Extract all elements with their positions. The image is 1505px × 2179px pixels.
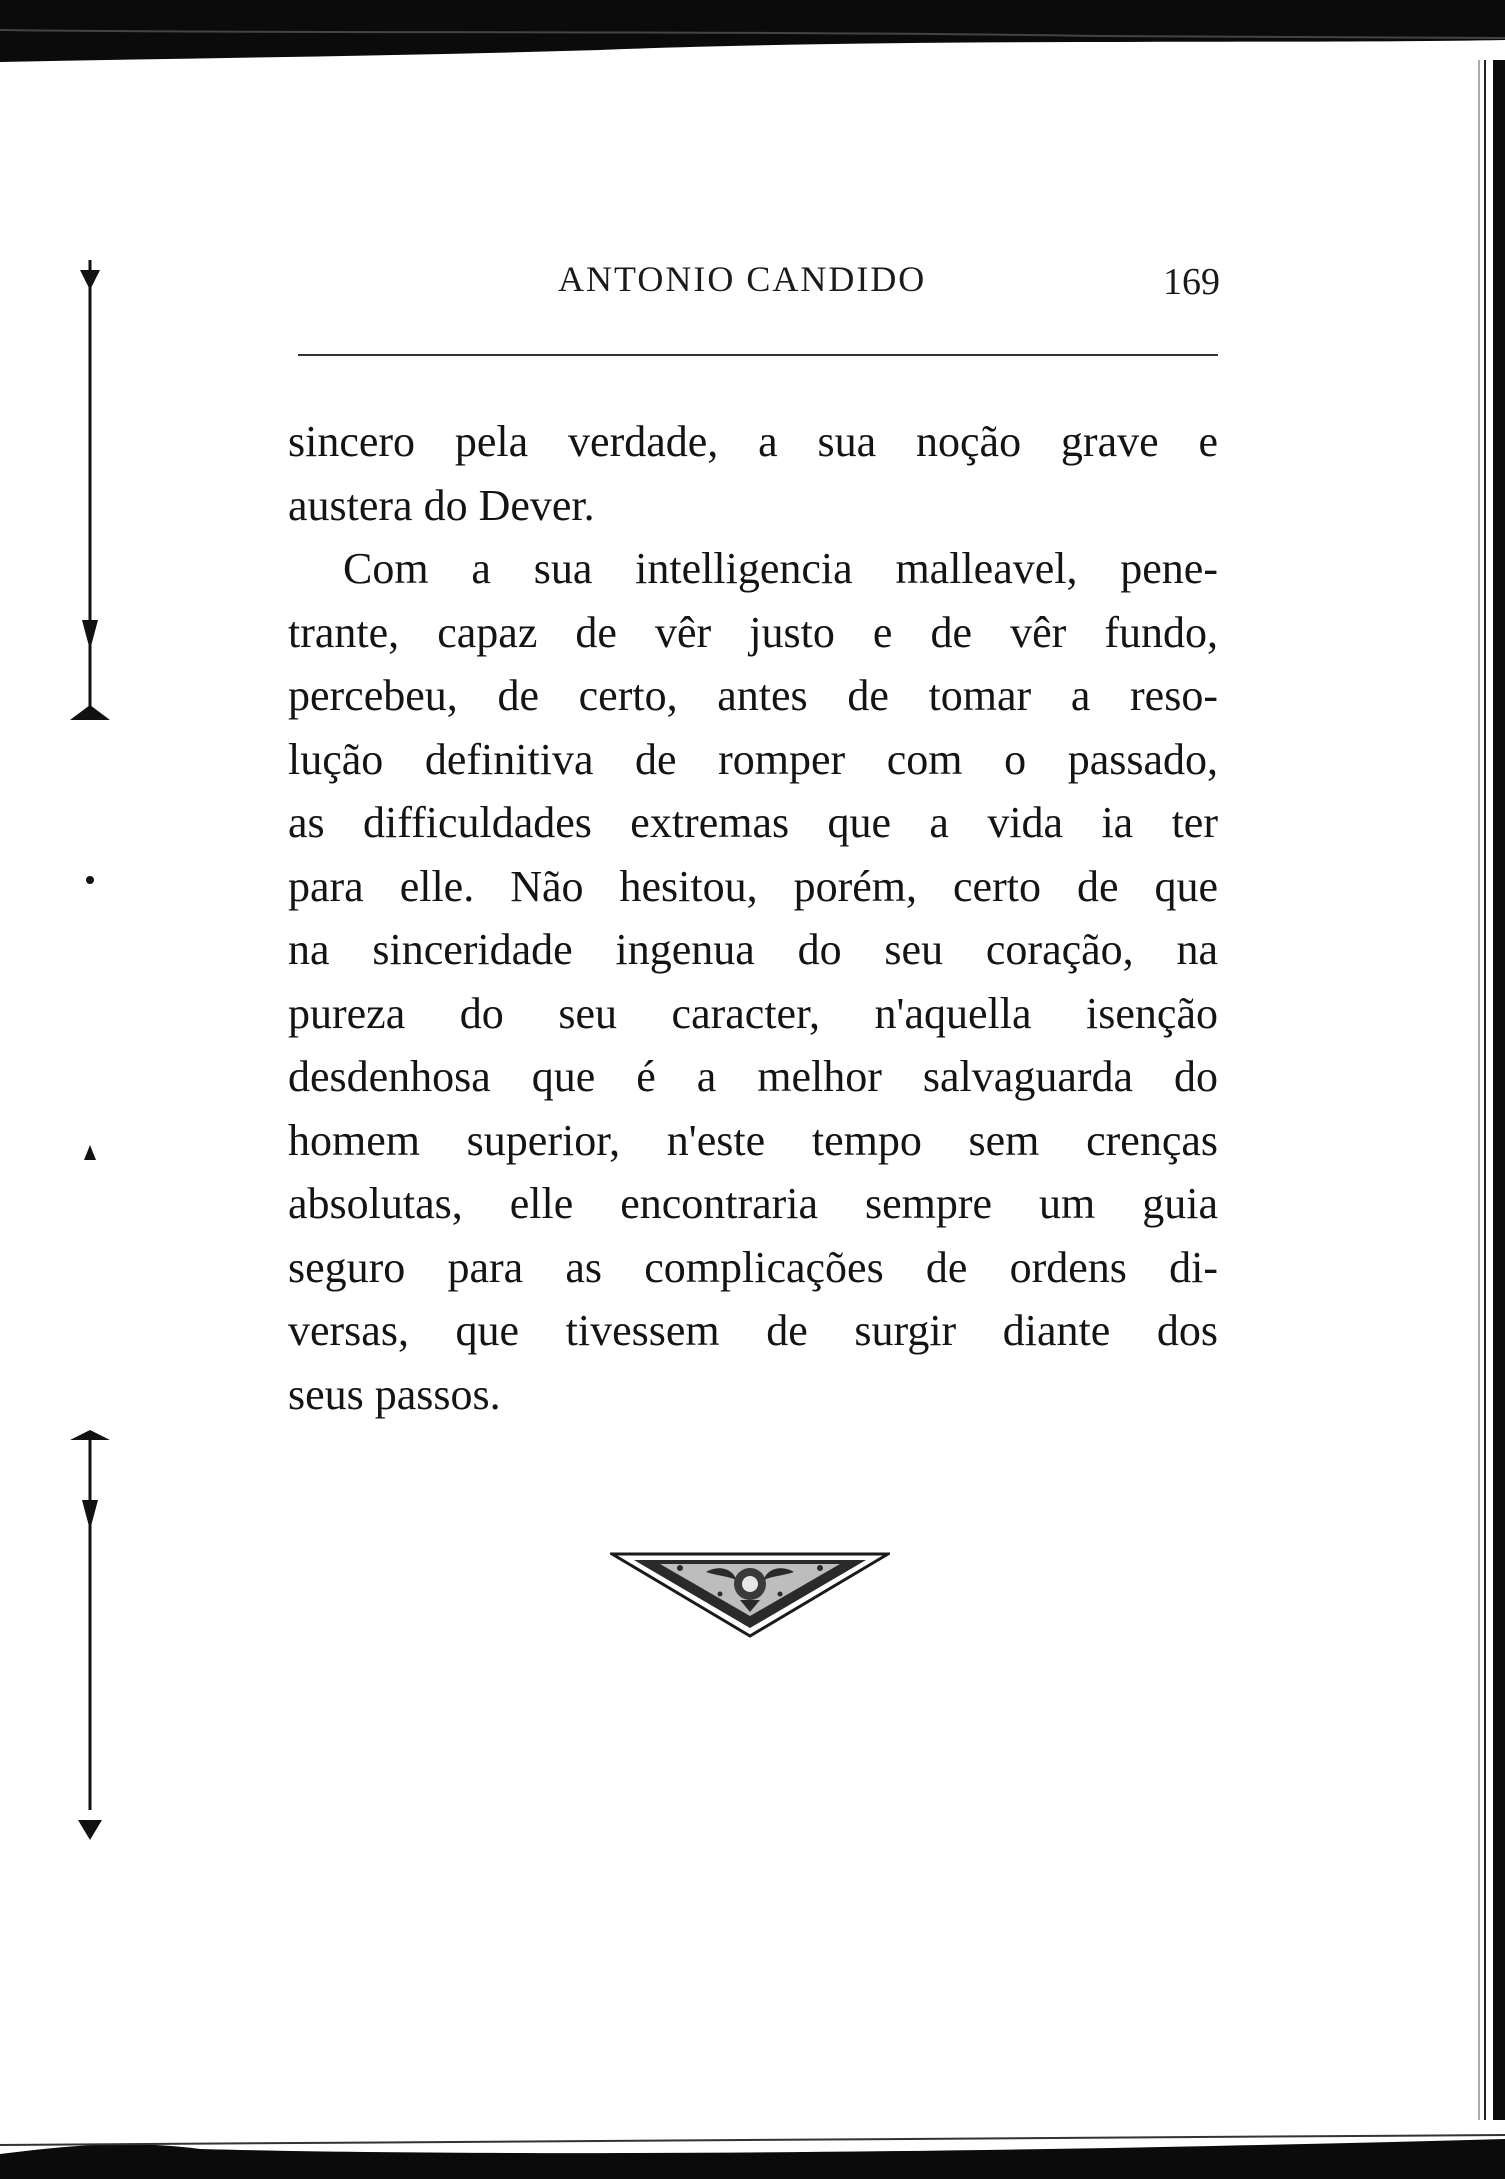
text-line: Com a sua intelligencia malleavel, pene- (343, 544, 1218, 593)
text-line: absolutas, elle encontraria sempre um guia (288, 1179, 1218, 1228)
binding-marks (40, 260, 130, 1860)
text-line: versas, que tivessem de surgir diante dos (288, 1306, 1218, 1355)
text-line: para elle. Não hesitou, porém, certo de que (288, 861, 1218, 911)
body-text (288, 410, 1218, 1426)
text-line: percebeu, de certo, antes de tomar a reso- (288, 671, 1218, 720)
text-line: sincero pela verdade, a sua noção grave e (288, 417, 1218, 466)
page-number: 169 (1163, 261, 1220, 303)
scan-top-edge (0, 0, 1505, 62)
text-line: austera do Dever. (288, 480, 595, 530)
header-rule (298, 354, 1218, 356)
tailpiece-ornament-icon (610, 1550, 890, 1640)
scan-bottom-edge (0, 2109, 1505, 2179)
text-line: desdenhosa que é a melhor salvaguarda do (288, 1052, 1218, 1101)
text-line: seus passos. (288, 1369, 501, 1419)
running-title: ANTONIO CANDIDO (558, 259, 927, 299)
text-line: seguro para as complicações de ordens di- (288, 1242, 1218, 1292)
text-line: trante, capaz de vêr justo e de vêr fundo, (288, 607, 1218, 657)
running-head (290, 258, 1220, 308)
text-line: lução definitiva de romper com o passado, (288, 734, 1218, 784)
text-line: pureza do seu caracter, n'aquella isenção (288, 988, 1218, 1038)
text-line: as difficuldades extremas que a vida ia ter (288, 798, 1218, 847)
text-line: homem superior, n'este tempo sem crenças (288, 1115, 1218, 1165)
text-line: na sinceridade ingenua do seu coração, na (288, 925, 1218, 974)
scan-right-edge (1475, 60, 1505, 2120)
